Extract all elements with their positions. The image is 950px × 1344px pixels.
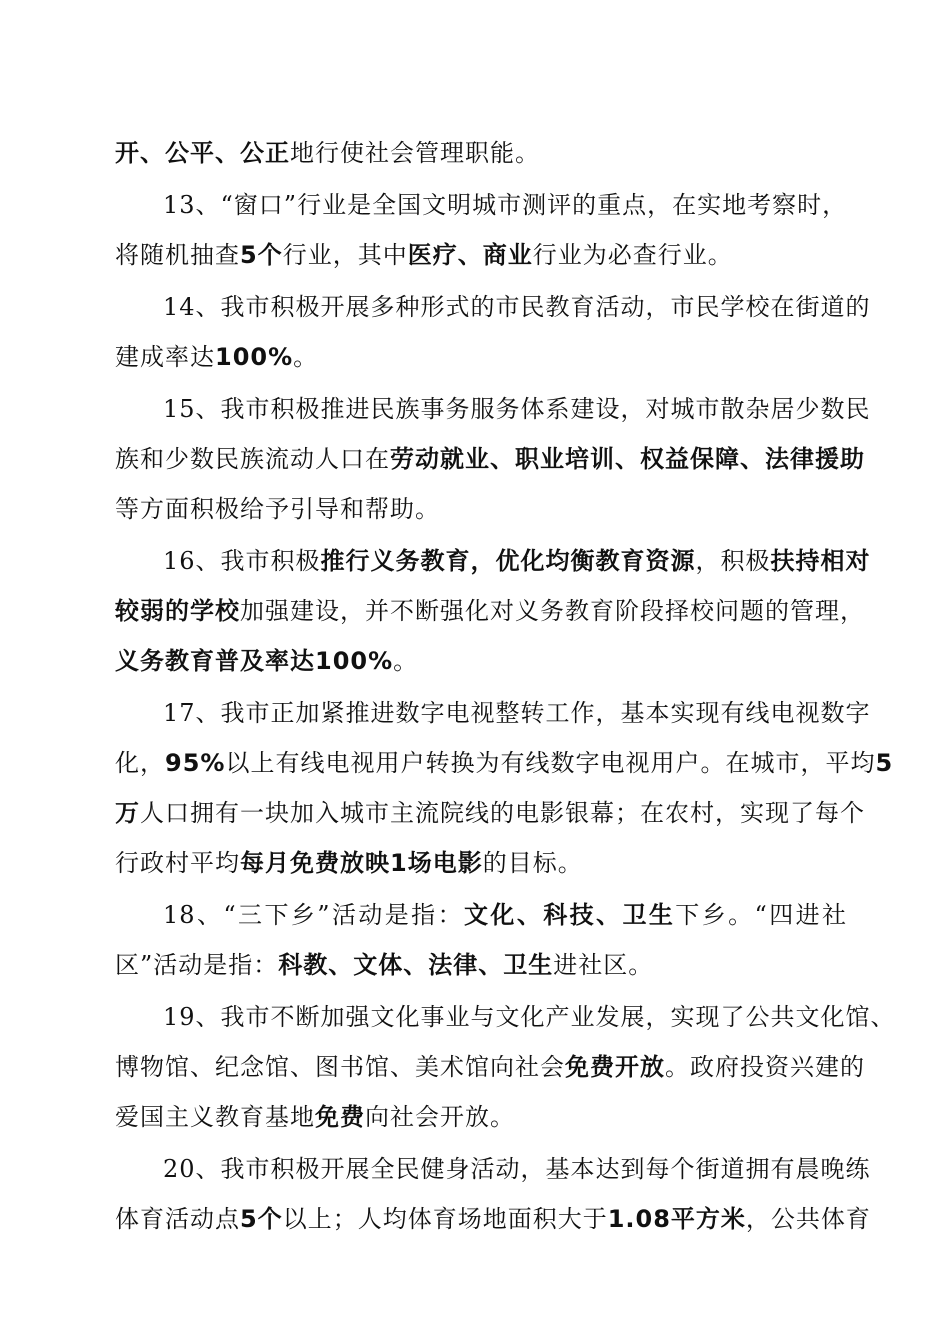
text-run: 体育活动点 xyxy=(115,1205,240,1233)
text-line xyxy=(115,890,847,940)
bold-text: 推行义务教育，优化均衡教育资源 xyxy=(320,547,696,575)
bold-text: 95% xyxy=(165,749,226,777)
text-run: 20、我市积极开展全民健身活动，基本达到每个街道拥有晨晚练 xyxy=(163,1155,871,1183)
bold-text: 免费 xyxy=(315,1103,365,1131)
text-run: 向社会开放。 xyxy=(365,1103,515,1131)
text-line xyxy=(115,180,847,230)
text-run: 。 xyxy=(293,343,319,371)
text-run: 18、“三下乡”活动是指： xyxy=(163,901,464,929)
paragraph-p14 xyxy=(115,282,871,384)
bold-text: 扶持相对 xyxy=(770,547,871,575)
text-run: ，积极 xyxy=(695,547,771,575)
paragraph-p13 xyxy=(115,180,847,282)
text-line xyxy=(115,586,865,636)
bold-text: 每月免费放映1场电影 xyxy=(240,849,483,877)
text-run: 13、“窗口”行业是全国文明城市测评的重点，在实地考察时， xyxy=(163,191,848,219)
text-run: 加强建设，并不断强化对义务教育阶段择校问题的管理， xyxy=(240,597,865,625)
text-line xyxy=(115,128,847,178)
bold-text: 5个 xyxy=(240,241,283,269)
text-run: ，公共体育 xyxy=(745,1205,871,1233)
bold-text: 义务教育普及率达100% xyxy=(115,647,394,675)
text-line xyxy=(115,536,871,586)
bold-text: 5个 xyxy=(240,1205,283,1233)
text-run: 14、我市积极开展多种形式的市民教育活动，市民学校在街道的 xyxy=(163,293,871,321)
text-line xyxy=(115,230,847,280)
text-run: 将随机抽查 xyxy=(115,241,240,269)
bold-text: 100% xyxy=(215,343,294,371)
paragraph-gap xyxy=(115,1244,847,1246)
text-run: 族和少数民族流动人口在 xyxy=(115,445,390,473)
text-run: 区”活动是指： xyxy=(115,951,279,979)
bold-text: 5 xyxy=(875,749,894,777)
bold-text: 开、公平、公正 xyxy=(115,139,290,167)
document-page xyxy=(115,128,896,1246)
text-line xyxy=(115,384,871,434)
text-run: 人口拥有一块加入城市主流院线的电影银幕；在农村，实现了每个 xyxy=(140,799,865,827)
bold-text: 较弱的学校 xyxy=(115,597,240,625)
paragraph-p17 xyxy=(115,688,894,890)
bold-text: 万 xyxy=(115,799,140,827)
text-run: 以上；人均体育场地面积大于 xyxy=(282,1205,608,1233)
text-line xyxy=(115,1144,871,1194)
text-run: 的目标。 xyxy=(482,849,583,877)
bold-text: 劳动就业、职业培训、权益保障、法律援助 xyxy=(390,445,865,473)
text-run: 。政府投资兴建的 xyxy=(665,1053,865,1081)
text-run: 下乡。“四进社 xyxy=(675,901,848,929)
text-line xyxy=(115,688,871,738)
text-run: 行业，其中 xyxy=(282,241,408,269)
text-run: 以上有线电视用户转换为有线数字电视用户。在城市，平均 xyxy=(225,749,876,777)
text-run: 博物馆、纪念馆、图书馆、美术馆向社会 xyxy=(115,1053,565,1081)
paragraph-p15 xyxy=(115,384,871,536)
paragraph-p18 xyxy=(115,890,847,992)
text-run: 地行使社会管理职能。 xyxy=(290,139,540,167)
text-run: 17、我市正加紧推进数字电视整转工作，基本实现有线电视数字 xyxy=(163,699,871,727)
text-run: 化， xyxy=(115,749,165,777)
text-line xyxy=(115,940,847,990)
text-line xyxy=(115,788,865,838)
text-line xyxy=(115,434,865,484)
text-line xyxy=(115,332,847,382)
paragraph-p20 xyxy=(115,1144,871,1246)
text-run: 行业为必查行业。 xyxy=(532,241,733,269)
text-run: 16、我市积极 xyxy=(163,547,321,575)
bold-text: 免费开放 xyxy=(565,1053,665,1081)
text-line xyxy=(115,1042,865,1092)
bold-text: 文化、科技、卫生 xyxy=(464,901,676,929)
text-line xyxy=(115,636,847,686)
text-run: 建成率达 xyxy=(115,343,215,371)
text-line xyxy=(115,484,847,534)
document-body xyxy=(115,128,896,1246)
text-run: 15、我市积极推进民族事务服务体系建设，对城市散杂居少数民 xyxy=(163,395,871,423)
text-run: 。 xyxy=(393,647,419,675)
bold-text: 1.08平方米 xyxy=(607,1205,746,1233)
paragraph-p12-tail xyxy=(115,128,847,180)
bold-text: 科教、文体、法律、卫生 xyxy=(278,951,554,979)
text-run: 19、我市不断加强文化事业与文化产业发展，实现了公共文化馆、 xyxy=(163,1003,896,1031)
text-line xyxy=(115,1194,871,1244)
text-line xyxy=(115,838,847,888)
text-run: 爱国主义教育基地 xyxy=(115,1103,315,1131)
bold-text: 医疗、商业 xyxy=(407,241,533,269)
text-line xyxy=(115,1092,847,1142)
paragraph-p16 xyxy=(115,536,871,688)
text-run: 进社区。 xyxy=(553,951,654,979)
text-run: 等方面积极给予引导和帮助。 xyxy=(115,495,440,523)
text-line xyxy=(115,738,894,788)
paragraph-p19 xyxy=(115,992,896,1144)
text-run: 行政村平均 xyxy=(115,849,240,877)
text-line xyxy=(115,992,896,1042)
text-line xyxy=(115,282,871,332)
